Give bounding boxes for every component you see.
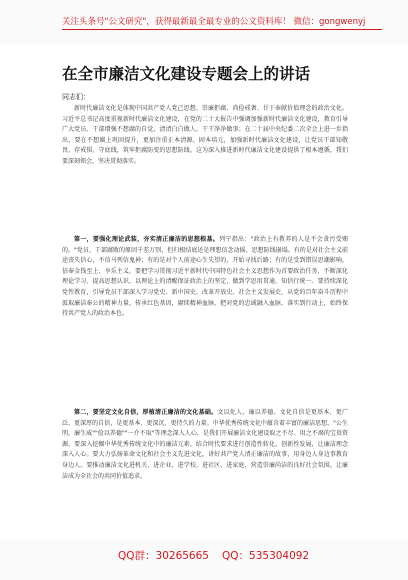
document-title: 在全市廉洁文化建设专题会上的讲话	[62, 64, 311, 83]
section-heading: 第二，要坚定文化自信，厚植清正廉洁的文化基础。	[74, 409, 218, 416]
footer-qq-group: QQ群：30265665	[118, 550, 209, 562]
paragraph-text: 列宁指出："政治上有教养的人是不会贪污受贿的。"党员、干部腐败的原因千差万别，但归根结底还是理想信念动摇、思想防线崩塌。有的是对社会主义前途丧失信心，不信马列信鬼神；有的是对个人前途心生失望的，开始寻找后路；有的是受到错误思潮影响，信奉金钱至上、享乐主义。要把学习贯彻习近平新时代中国特色社会主义思想作为首要政治任务，不断深化理论学习、提高思想认识，以理论上的清醒保证政治上的坚定，做到学思用贯通、知信行统一。要持续深化党性教育，引导党员干部深入学习党史、新中国史、改革开放史、社会主义发展史，从党的百年奋斗历程中汲取廉洁奉公的精神力量，传承红色基因，赓续精神血脉，把对党的忠诚融入血脉、落实到行动上，始终保持共产党人的政治本色。	[62, 236, 348, 318]
footer-qq-contact: QQ：535304092	[222, 550, 310, 562]
paragraph-section-1	[62, 235, 348, 405]
paragraph-section-2	[62, 408, 348, 536]
paragraph-text: 文以化人，廉以养德。文化自信是更基本、更广泛、更深厚的自信，是更基本、更深沉、更持久的力量。中华优秀传统文化中蕴含着丰富的廉洁思想，"公生明，廉生威""俭以养德""一介不取"等理念深入人心，是我们开展廉洁文化建设取之不尽、用之不竭的宝贵资源。要深入挖掘中华优秀传统文化中的廉洁元素，结合时代要求进行创造性转化、创新性发展，让廉洁理念深入人心。要大力弘扬革命文化和社会主义先进文化，讲好共产党人清正廉洁的故事，用身边人身边事教育身边人。要推动廉洁文化进机关、进企业、进学校、进社区、进家庭，营造崇廉尚洁的良好社会氛围，让廉洁成为全社会的共同价值追求。	[62, 409, 348, 480]
section-heading: 第一，要强化理论武装，夯实清正廉洁的思想根基。	[74, 236, 220, 243]
paragraph-intro	[62, 104, 348, 232]
promo-banner-text: 关注头条号"公文研究"，获得最新最全最专业的公文资料库！ 微信：gongwenyj	[62, 15, 382, 30]
salutation: 同志们：	[62, 93, 90, 101]
paragraph-text: 新时代廉洁文化是体现中国共产党人党己思想、崇廉拒腐、尚俭戒奢、甘于奉献价值理念的政治文化。习近平总书记高度重视新时代廉洁文化建设，在党的二十大报告中强调加强新时代廉洁文化建设，教育引导广大党员、干部增强不想腐的自觉，清清白白做人、干干净净做事；在二十届中央纪委二次全会上进一步指出，要在不想腐上巩固提升，更加注重正本清源、固本培元，加强新时代廉洁文化建设，让党员干部知敬畏、存戒惧、守底线，筑牢拒腐防变的思想防线。这为深入推进新时代廉洁文化建设提供了根本遵循，我们要深刻领会，坚决贯彻落实。	[62, 105, 348, 165]
promo-banner	[0, 0, 408, 44]
